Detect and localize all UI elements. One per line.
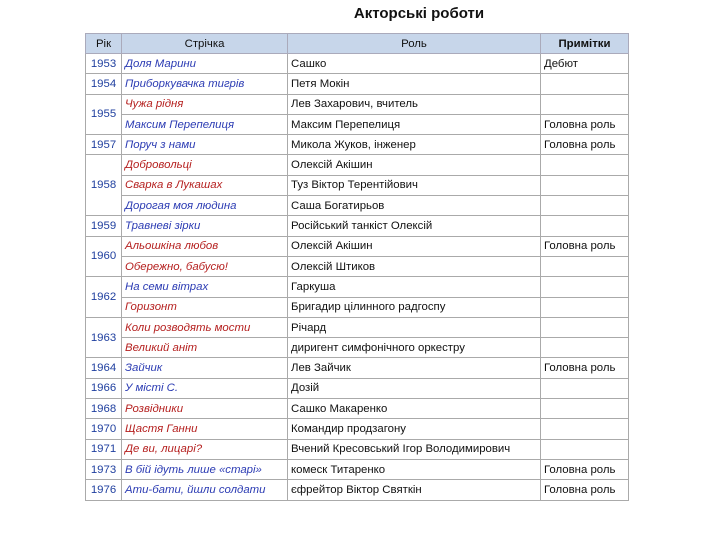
note-cell: Головна роль — [541, 114, 629, 134]
film-cell — [122, 338, 288, 358]
film-cell — [122, 54, 288, 74]
role-cell: комеск Титаренко — [288, 459, 541, 479]
role-cell: Командир продзагону — [288, 419, 541, 439]
year-cell[interactable]: 1954 — [86, 74, 122, 94]
film-link[interactable]: Горизонт — [125, 301, 177, 314]
year-cell[interactable]: 1962 — [86, 277, 122, 318]
film-cell — [122, 297, 288, 317]
film-cell — [122, 236, 288, 256]
film-cell — [122, 317, 288, 337]
note-cell — [541, 175, 629, 195]
film-link[interactable]: На семи вітрах — [125, 280, 209, 293]
role-cell: Олексій Штиков — [288, 256, 541, 276]
film-cell — [122, 175, 288, 195]
film-cell — [122, 459, 288, 479]
table-row — [86, 74, 629, 94]
note-cell — [541, 277, 629, 297]
film-link[interactable]: Приборкувачка тигрів — [125, 77, 245, 90]
film-link[interactable]: Обережно, бабусю! — [125, 260, 228, 273]
table-row — [86, 399, 629, 419]
note-cell — [541, 439, 629, 459]
table-row — [86, 196, 629, 216]
note-cell: Головна роль — [541, 135, 629, 155]
table-row — [86, 236, 629, 256]
film-cell — [122, 480, 288, 500]
film-link[interactable]: Сварка в Лукашах — [125, 179, 223, 192]
note-cell — [541, 94, 629, 114]
table-row — [86, 175, 629, 195]
role-cell: Олексій Акішин — [288, 236, 541, 256]
note-cell — [541, 338, 629, 358]
film-cell — [122, 155, 288, 175]
note-cell: Головна роль — [541, 358, 629, 378]
role-cell: Гаркуша — [288, 277, 541, 297]
film-link[interactable]: Великий аніт — [125, 341, 198, 354]
film-cell — [122, 135, 288, 155]
film-link[interactable]: Розвідники — [125, 402, 184, 415]
role-cell: Дозій — [288, 378, 541, 398]
note-cell: Головна роль — [541, 236, 629, 256]
role-cell: Річард — [288, 317, 541, 337]
film-link[interactable]: Де ви, лицарі? — [125, 443, 203, 456]
film-cell — [122, 277, 288, 297]
table-row — [86, 54, 629, 74]
note-cell — [541, 216, 629, 236]
table-row — [86, 256, 629, 276]
table-row — [86, 114, 629, 134]
film-cell — [122, 399, 288, 419]
note-cell — [541, 196, 629, 216]
film-link[interactable]: Ати-бати, йшли солдати — [125, 483, 266, 496]
film-link[interactable]: Максим Перепелиця — [125, 118, 235, 131]
table-header-row — [86, 34, 629, 54]
year-cell[interactable]: 1960 — [86, 236, 122, 277]
table-row — [86, 439, 629, 459]
film-link[interactable]: Щастя Ганни — [125, 422, 198, 435]
role-cell: Саша Богатирьов — [288, 196, 541, 216]
note-cell — [541, 74, 629, 94]
year-cell[interactable]: 1973 — [86, 459, 122, 479]
header-film: Стрічка — [122, 34, 288, 54]
year-cell[interactable]: 1968 — [86, 399, 122, 419]
table-row — [86, 216, 629, 236]
note-cell — [541, 297, 629, 317]
film-link[interactable]: У місті С. — [125, 382, 179, 395]
table-row — [86, 378, 629, 398]
film-link[interactable]: В бій ідуть лише «старі» — [125, 463, 262, 476]
note-cell — [541, 256, 629, 276]
header-role: Роль — [288, 34, 541, 54]
film-cell — [122, 419, 288, 439]
film-cell — [122, 358, 288, 378]
table-row — [86, 338, 629, 358]
note-cell — [541, 155, 629, 175]
note-cell — [541, 317, 629, 337]
role-cell: Сашко — [288, 54, 541, 74]
table-row — [86, 135, 629, 155]
role-cell: Сашко Макаренко — [288, 399, 541, 419]
film-link[interactable]: Поруч з нами — [125, 138, 196, 151]
page-title: Акторські роботи — [353, 5, 485, 22]
header-notes: Примітки — [541, 34, 629, 54]
year-cell[interactable]: 1964 — [86, 358, 122, 378]
year-cell[interactable]: 1953 — [86, 54, 122, 74]
year-cell[interactable]: 1966 — [86, 378, 122, 398]
table-row — [86, 155, 629, 175]
year-cell[interactable]: 1976 — [86, 480, 122, 500]
film-link[interactable]: Доля Марини — [125, 57, 197, 70]
role-cell: диригент симфонічного оркестру — [288, 338, 541, 358]
note-cell: Дебют — [541, 54, 629, 74]
role-cell: Лев Зайчик — [288, 358, 541, 378]
film-cell — [122, 256, 288, 276]
header-year: Рік — [86, 34, 122, 54]
table-row — [86, 419, 629, 439]
table-row — [86, 277, 629, 297]
film-link[interactable]: Дорогая моя людина — [125, 199, 237, 212]
film-cell — [122, 114, 288, 134]
year-cell[interactable]: 1958 — [86, 155, 122, 216]
note-cell — [541, 378, 629, 398]
filmography-table — [85, 33, 629, 501]
year-cell[interactable]: 1955 — [86, 94, 122, 135]
role-cell: Російський танкіст Олексій — [288, 216, 541, 236]
year-cell[interactable]: 1963 — [86, 317, 122, 358]
film-cell — [122, 196, 288, 216]
film-link[interactable]: Альошкіна любов — [125, 240, 219, 253]
table-body — [86, 54, 629, 501]
role-cell: Вчений Кресовський Ігор Володимирович — [288, 439, 541, 459]
table-row — [86, 297, 629, 317]
year-cell[interactable]: 1971 — [86, 439, 122, 459]
film-link[interactable]: Зайчик — [125, 362, 163, 375]
year-cell[interactable]: 1970 — [86, 419, 122, 439]
film-cell — [122, 439, 288, 459]
film-cell — [122, 74, 288, 94]
role-cell: Максим Перепелиця — [288, 114, 541, 134]
table-row — [86, 358, 629, 378]
role-cell: Петя Мокін — [288, 74, 541, 94]
table-row — [86, 94, 629, 114]
film-cell — [122, 94, 288, 114]
role-cell: Туз Віктор Терентійович — [288, 175, 541, 195]
role-cell: Лев Захарович, вчитель — [288, 94, 541, 114]
note-cell: Головна роль — [541, 459, 629, 479]
table-row — [86, 480, 629, 500]
note-cell — [541, 399, 629, 419]
film-link[interactable]: Добровольці — [125, 159, 192, 172]
year-cell[interactable]: 1959 — [86, 216, 122, 236]
film-link[interactable]: Коли розводять мости — [125, 321, 251, 334]
film-cell — [122, 378, 288, 398]
role-cell: Бригадир цілинного радгоспу — [288, 297, 541, 317]
role-cell: Микола Жуков, інженер — [288, 135, 541, 155]
role-cell: єфрейтор Віктор Святкін — [288, 480, 541, 500]
note-cell — [541, 419, 629, 439]
table-row — [86, 317, 629, 337]
year-cell[interactable]: 1957 — [86, 135, 122, 155]
film-link[interactable]: Травневі зірки — [125, 220, 201, 233]
film-link[interactable]: Чужа рідня — [125, 98, 184, 111]
note-cell: Головна роль — [541, 480, 629, 500]
role-cell: Олексій Акішин — [288, 155, 541, 175]
table-row — [86, 459, 629, 479]
film-cell — [122, 216, 288, 236]
